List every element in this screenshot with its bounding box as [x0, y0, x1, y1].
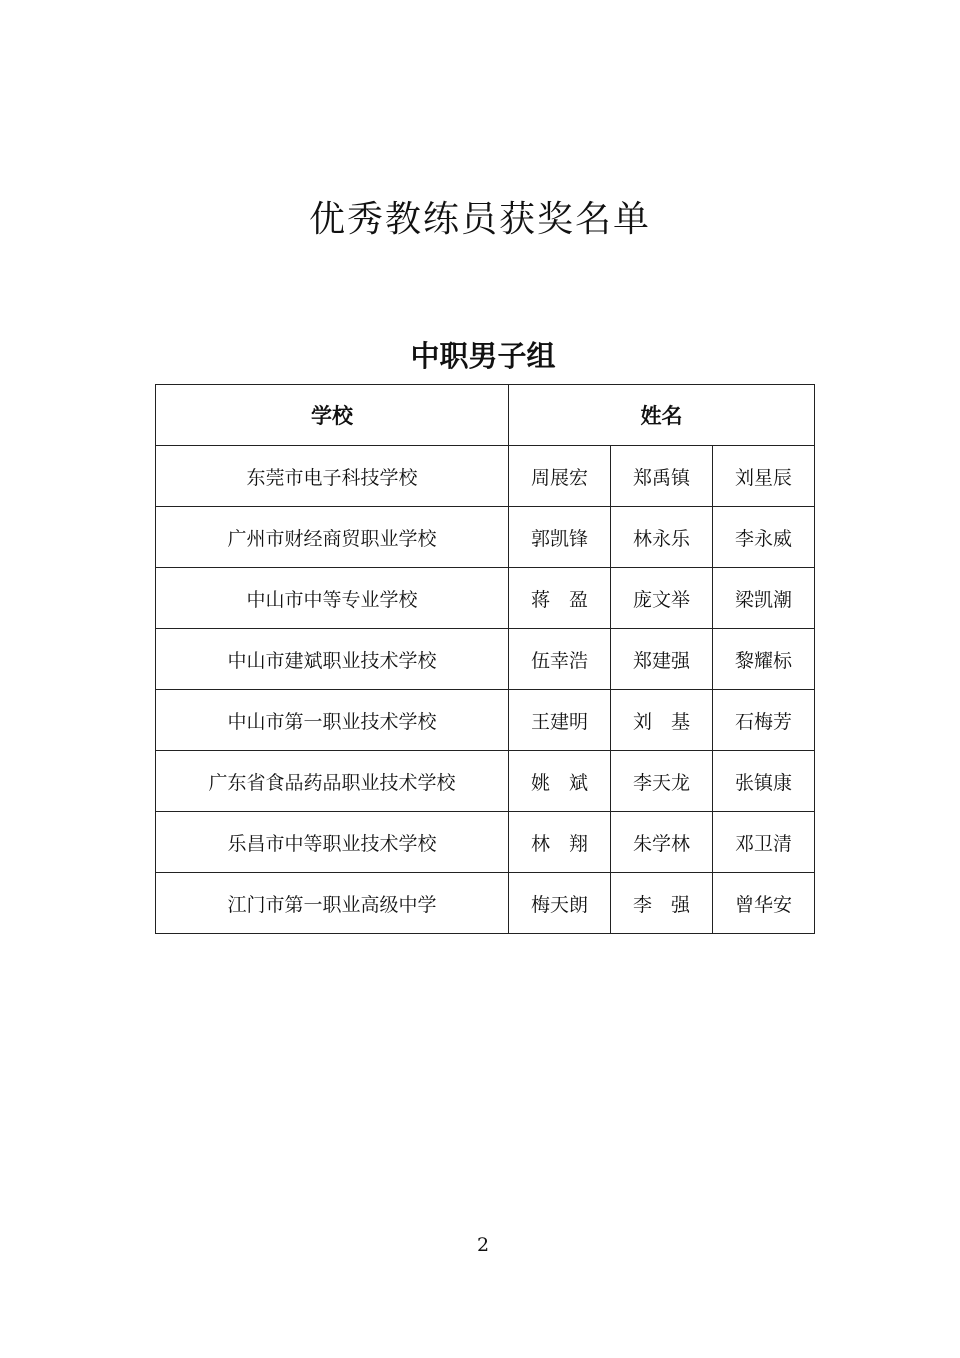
page-number: 2: [476, 1234, 490, 1256]
table-header-row: [156, 385, 815, 446]
school-cell: 中山市第一职业技术学校: [156, 690, 509, 751]
school-cell: 广州市财经商贸职业学校: [156, 507, 509, 568]
coach-name-cell: 梅天朗: [509, 873, 611, 934]
table-row: [156, 568, 815, 629]
coach-name-cell: 姚 斌: [509, 751, 611, 812]
table-row: [156, 507, 815, 568]
coach-name-cell: 朱学林: [611, 812, 713, 873]
table-row: [156, 873, 815, 934]
coach-name-cell: 林永乐: [611, 507, 713, 568]
award-table: [155, 384, 815, 934]
school-cell: 中山市中等专业学校: [156, 568, 509, 629]
coach-name-cell: 李天龙: [611, 751, 713, 812]
coach-name-cell: 王建明: [509, 690, 611, 751]
table-row: [156, 446, 815, 507]
coach-name-cell: 黎耀标: [713, 629, 815, 690]
header-school: 学校: [156, 385, 509, 446]
school-cell: 广东省食品药品职业技术学校: [156, 751, 509, 812]
coach-name-cell: 刘 基: [611, 690, 713, 751]
coach-name-cell: 伍幸浩: [509, 629, 611, 690]
table-row: [156, 629, 815, 690]
coach-name-cell: 石梅芳: [713, 690, 815, 751]
coach-name-cell: 周展宏: [509, 446, 611, 507]
coach-name-cell: 郑禹镇: [611, 446, 713, 507]
school-cell: 东莞市电子科技学校: [156, 446, 509, 507]
coach-name-cell: 张镇康: [713, 751, 815, 812]
coach-name-cell: 庞文举: [611, 568, 713, 629]
coach-name-cell: 蒋 盈: [509, 568, 611, 629]
coach-name-cell: 郭凯锋: [509, 507, 611, 568]
coach-name-cell: 李永威: [713, 507, 815, 568]
coach-name-cell: 梁凯潮: [713, 568, 815, 629]
school-cell: 中山市建斌职业技术学校: [156, 629, 509, 690]
coach-name-cell: 邓卫清: [713, 812, 815, 873]
school-cell: 乐昌市中等职业技术学校: [156, 812, 509, 873]
coach-name-cell: 郑建强: [611, 629, 713, 690]
table-row: [156, 690, 815, 751]
coach-name-cell: 刘星辰: [713, 446, 815, 507]
school-cell: 江门市第一职业高级中学: [156, 873, 509, 934]
header-name: 姓名: [509, 385, 815, 446]
table-row: [156, 751, 815, 812]
table-row: [156, 812, 815, 873]
section-title: 中职男子组: [410, 339, 556, 373]
coach-name-cell: 曾华安: [713, 873, 815, 934]
document-title: 优秀教练员获奖名单: [308, 199, 651, 240]
coach-name-cell: 李 强: [611, 873, 713, 934]
coach-name-cell: 林 翔: [509, 812, 611, 873]
